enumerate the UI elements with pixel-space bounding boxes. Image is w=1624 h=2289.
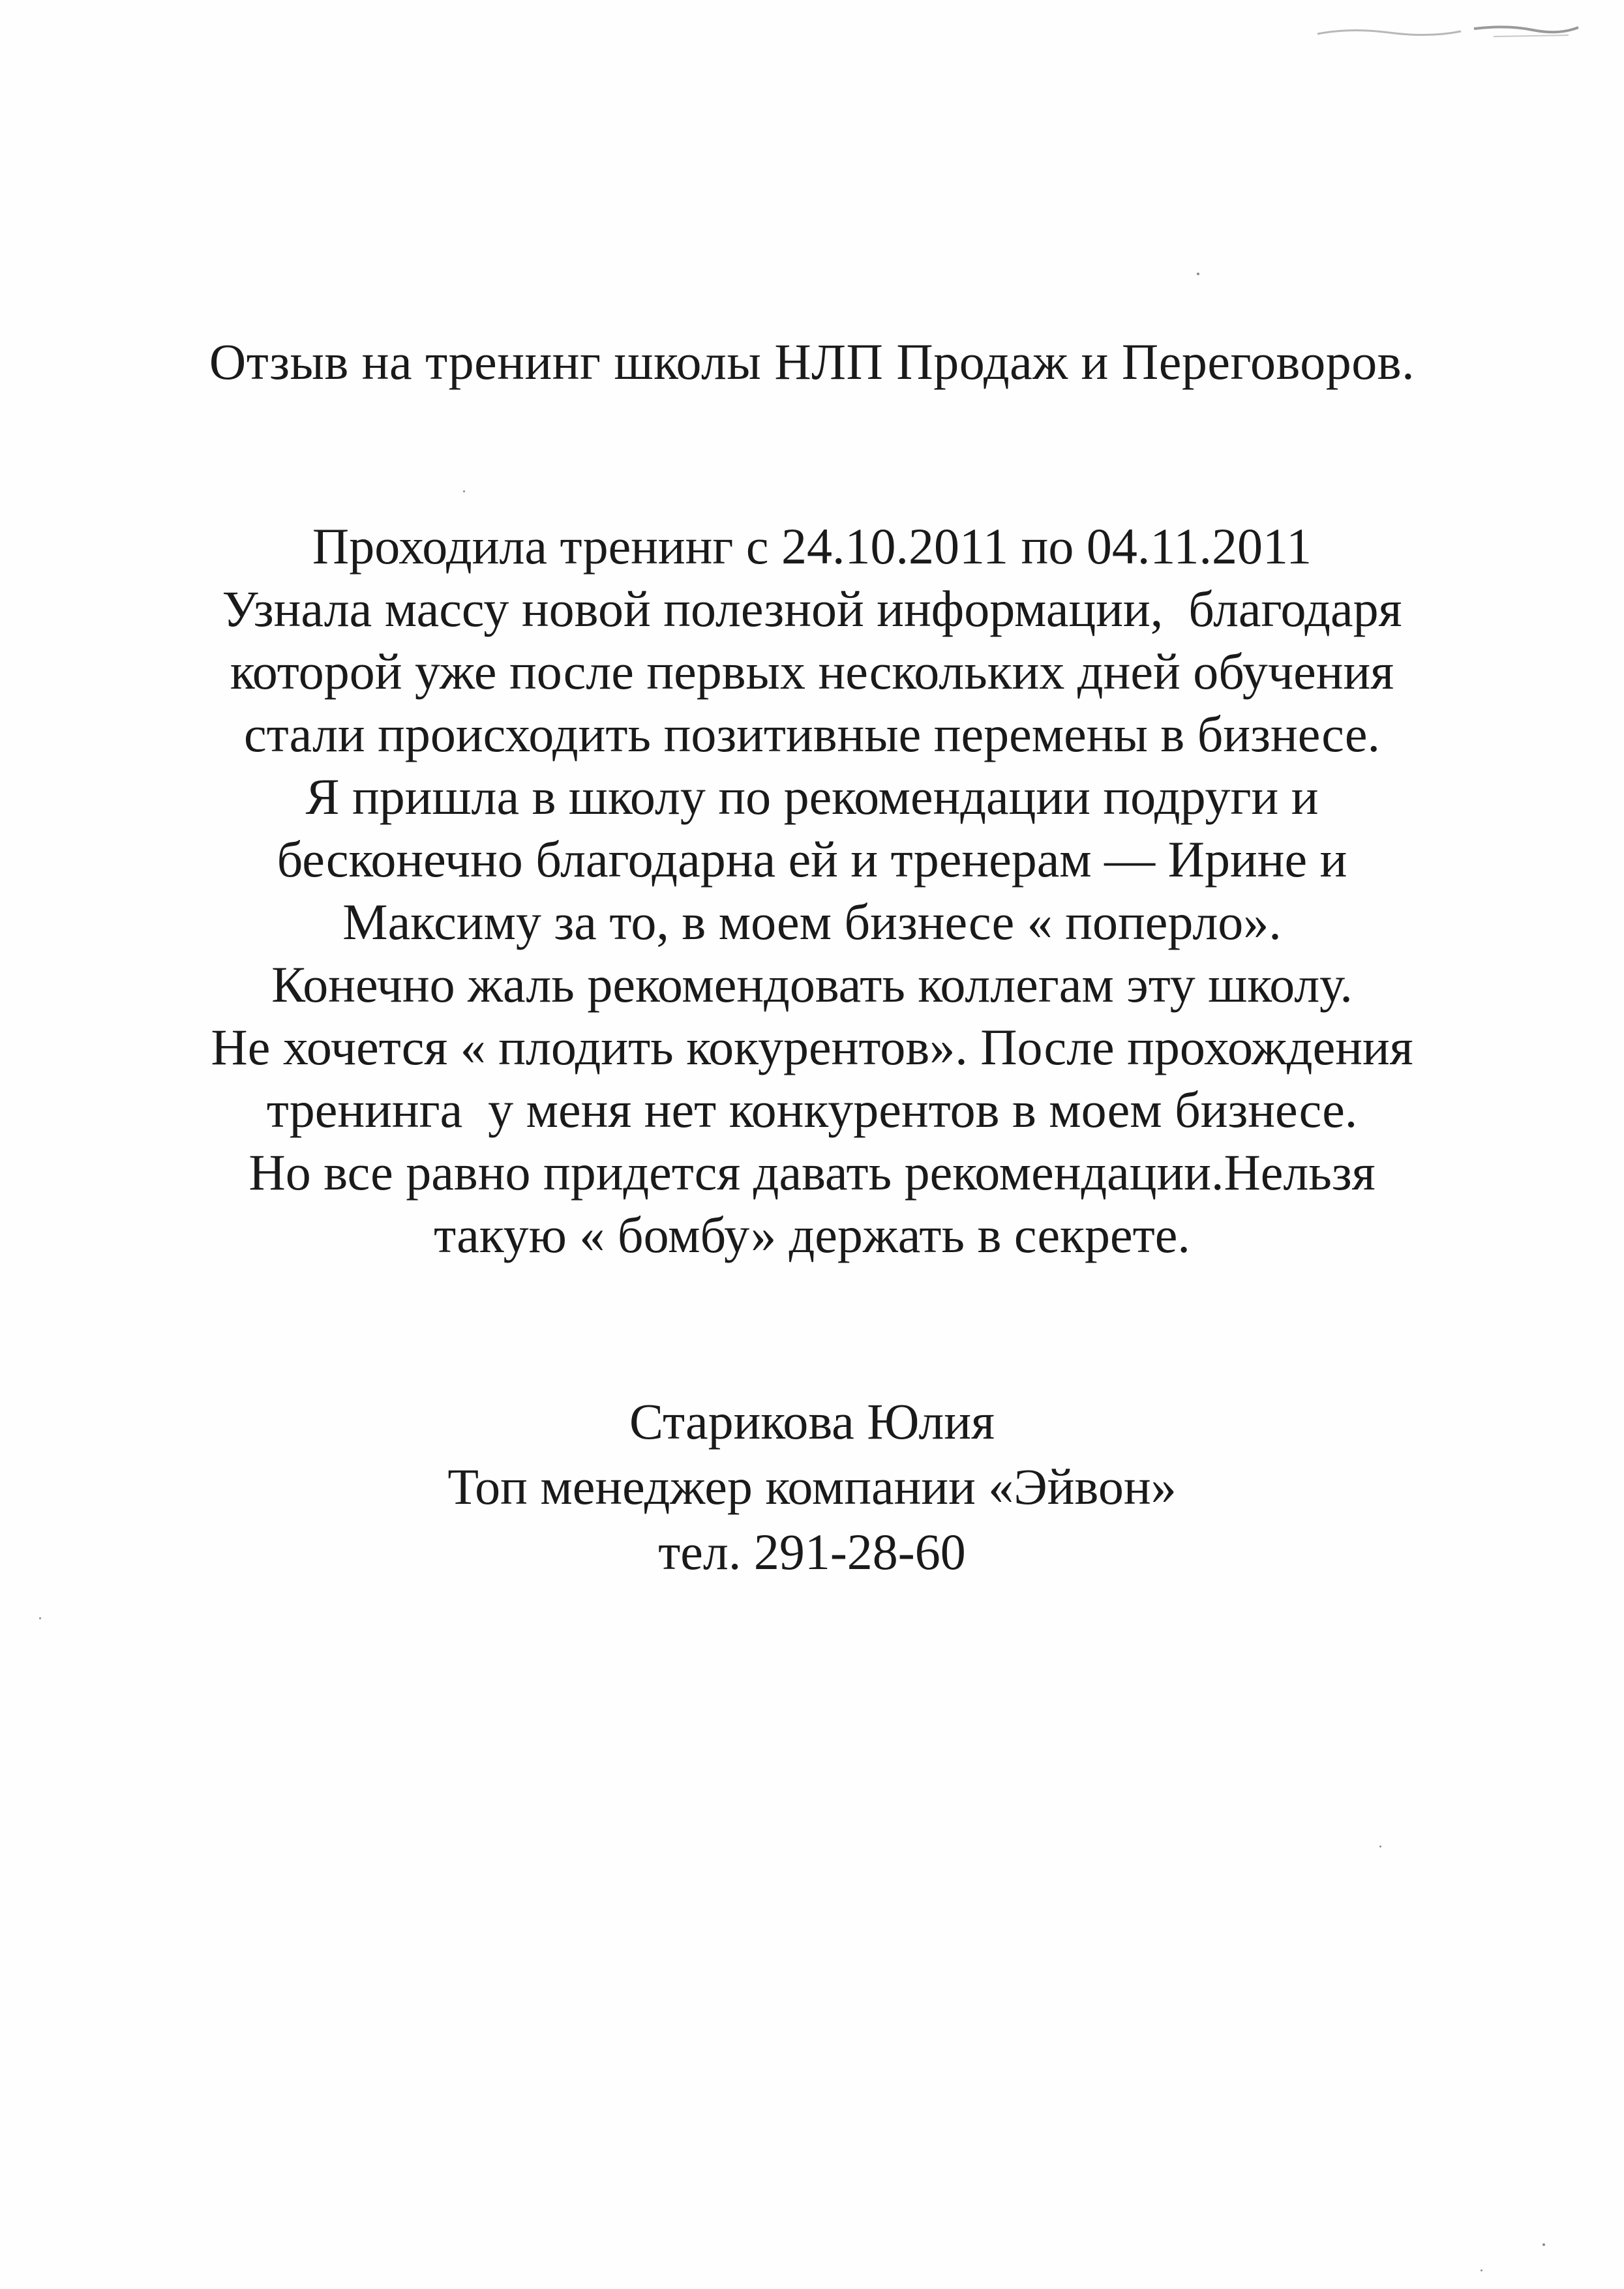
scan-speck bbox=[1481, 2269, 1482, 2271]
body-line: бесконечно благодарна ей и тренерам — Ирине и bbox=[277, 831, 1347, 888]
body-line: Максиму за то, в моем бизнесе « поперло». bbox=[342, 893, 1282, 950]
signature-phone: тел. 291-28-60 bbox=[658, 1523, 966, 1580]
body-line: Я пришла в школу по рекомендации подруги и bbox=[305, 768, 1319, 825]
signature-position: Топ менеджер компании «Эйвон» bbox=[447, 1458, 1177, 1515]
signature-block bbox=[0, 1389, 1624, 1585]
body-line: Конечно жаль рекомендовать коллегам эту школу. bbox=[271, 956, 1353, 1013]
body-line: такую « бомбу» держать в секрете. bbox=[434, 1206, 1190, 1263]
review-body bbox=[0, 515, 1624, 1266]
body-line: Проходила тренинг с 24.10.2011 по 04.11.2011 bbox=[312, 518, 1312, 575]
body-line: Узнала массу новой полезной информации, благодаря bbox=[222, 580, 1402, 637]
body-line: тренинга у меня нет конкурентов в моем бизнесе. bbox=[266, 1081, 1358, 1138]
scan-speck bbox=[1542, 2243, 1545, 2246]
scan-speck bbox=[1379, 1846, 1381, 1848]
scan-speck bbox=[463, 490, 465, 492]
scan-speck bbox=[39, 1617, 41, 1619]
body-line: стали происходить позитивные перемены в бизнесе. bbox=[244, 706, 1380, 762]
scan-speck bbox=[1197, 273, 1199, 275]
body-line: которой уже после первых нескольких дней обучения bbox=[230, 643, 1394, 700]
document-title: Отзыв на тренинг школы НЛП Продаж и Переговоров. bbox=[209, 333, 1415, 390]
scan-artifact-icon bbox=[1311, 20, 1585, 46]
signature-name: Старикова Юлия bbox=[629, 1393, 995, 1450]
body-line: Не хочется « плодить кокурентов». После прохождения bbox=[211, 1019, 1413, 1075]
body-line: Но все равно придется давать рекомендации.Нельзя bbox=[248, 1144, 1376, 1201]
